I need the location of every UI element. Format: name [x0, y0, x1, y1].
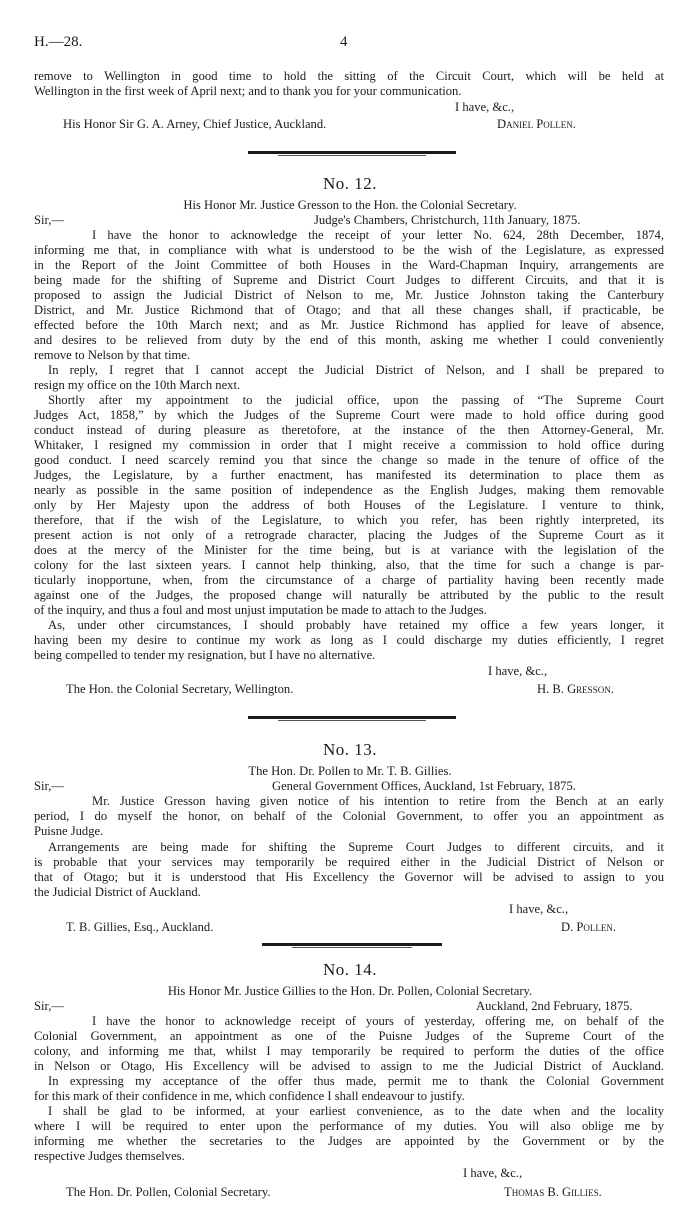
- addressee: The Hon. Dr. Pollen, Colonial Secretary.: [66, 1185, 271, 1199]
- body-line: present action is not only of a retrograde character, placing the Judges of the Supreme Court as it: [34, 528, 664, 542]
- body-line: and desires to be relieved from duty by the end of this month, asking me whether I could conveniently: [34, 333, 664, 347]
- body-line: In expressing my acceptance of the offer thus made, permit me to thank the Colonial Government: [48, 1074, 664, 1088]
- body-line: good conduct. I need scarcely remind you that since the change so made in the tenure of office of the: [34, 453, 664, 467]
- body-line: Shortly after my appointment to the judicial office, upon the passing of “The Supreme Court: [48, 393, 664, 407]
- body-line: remove to Wellington in good time to hold the sitting of the Circuit Court, which will be held at: [34, 69, 664, 83]
- document-reference: H.—28.: [34, 34, 83, 50]
- body-line: Colonial Government, an appointment as one of the Puisne Judges of the Supreme Court of the: [34, 1029, 664, 1043]
- closing: I have, &c.,: [488, 664, 548, 678]
- body-line: conduct instead of during pleasure as theretofore, at the instance of the then Attorney-General, Mr.: [34, 423, 664, 437]
- body-line: proposed to assign the Judicial District of Nelson to me, Mr. Justice Johnston taking the Canterbury: [34, 288, 664, 302]
- closing: I have, &c.,: [455, 100, 515, 114]
- body-line: ticularly inopportune, when, from the circumstance of a charge of partiality having been recently made: [34, 573, 664, 587]
- body-line: As, under other circumstances, I should probably have retained my office a few years longer, it: [48, 618, 664, 632]
- body-line: in the Report of the Joint Committee of both Houses in the Ward-Chapman Inquiry, arrangements are: [34, 258, 664, 272]
- body-line: informing me whether the secretaries to the Judges are appointed by the Government or by the: [34, 1134, 664, 1148]
- body-line: of the inquiry, and thus a foul and most unjust imputation be made to attach to the Judges.: [34, 603, 487, 617]
- body-line: effected before the 10th March next; and as Mr. Justice Richmond has applied for leave of absence,: [34, 318, 664, 332]
- body-line: I have the honor to acknowledge the receipt of your letter No. 624, 28th December, 1874,: [92, 228, 664, 242]
- body-line: the Judicial District of Auckland.: [34, 885, 201, 899]
- place-date: Judge's Chambers, Christchurch, 11th January, 1875.: [314, 213, 581, 227]
- body-line: Arrangements are being made for shifting the Supreme Court Judges to different circuits, and it: [48, 840, 664, 854]
- body-line: colony, and informing me that, whilst I may temporarily be required to perform the duties of the office: [34, 1044, 664, 1058]
- letter-number: No. 14.: [322, 960, 378, 979]
- body-line: for this mark of their confidence in me, which confidence I shall endeavour to justify.: [34, 1089, 465, 1103]
- body-line: period, I do myself the honor, on behalf of the Colonial Government, to offer you an appointment as: [34, 809, 664, 823]
- body-line: respective Judges themselves.: [34, 1149, 185, 1163]
- letter-number: No. 12.: [322, 174, 378, 193]
- body-line: colony for the last sixteen years. I cannot help thinking, also, that the time for such a change is par-: [34, 558, 664, 572]
- body-line: is probable that your services may temporarily be required either in the Judicial District of Nelson or: [34, 855, 664, 869]
- body-line: Whitaker, I resigned my commission in order that I might receive a commission to hold office during: [34, 438, 664, 452]
- signature: Daniel Pollen.: [497, 117, 576, 131]
- body-line: Judges, the Legislature, by a further enactment, has manifested its determination to place them as: [34, 468, 664, 482]
- body-line: does at the mercy of the Minister for the time being, but is at variance with the legislation of the: [34, 543, 664, 557]
- letter-heading: His Honor Mr. Justice Gresson to the Hon. the Colonial Secretary.: [183, 198, 517, 212]
- section-divider: [248, 716, 456, 719]
- body-line: Judges Act, 1858,” by which the Judges of the Supreme Court were made to hold office during good: [34, 408, 664, 422]
- signature: D. Pollen.: [561, 920, 617, 934]
- body-line: having been my desire to continue my work as long as I could discharge my duties efficiently, I regret: [34, 633, 664, 647]
- body-line: against one of the Judges, the proposed change will naturally be attributed by the public to the result: [34, 588, 664, 602]
- body-line: remove to Nelson by that time.: [34, 348, 190, 362]
- place-date: General Government Offices, Auckland, 1st February, 1875.: [272, 779, 576, 793]
- body-line: therefore, that if the wish of the Legislature, to which you refer, has been rightly interpreted, its: [34, 513, 664, 527]
- place-date: Auckland, 2nd February, 1875.: [476, 999, 633, 1013]
- body-line: nearly as possible in the same position of independence as the English Judges, making them removable: [34, 483, 664, 497]
- signature: Thomas B. Gillies.: [504, 1185, 602, 1199]
- body-line: informing me that, in compliance with what is understood to be the wish of the Legislature, as expressed: [34, 243, 664, 257]
- body-line: I have the honor to acknowledge receipt of yours of yesterday, offering me, on behalf of the: [92, 1014, 664, 1028]
- letter-number: No. 13.: [322, 740, 378, 759]
- salutation: Sir,—: [34, 999, 64, 1013]
- letter-heading: His Honor Mr. Justice Gillies to the Hon. Dr. Pollen, Colonial Secretary.: [167, 984, 533, 998]
- addressee: The Hon. the Colonial Secretary, Wellington.: [66, 682, 294, 696]
- body-line: being made for the shifting of Supreme and District Court Judges to different Circuits, and that it is: [34, 273, 664, 287]
- page-number: 4: [340, 34, 348, 50]
- body-line: Puisne Judge.: [34, 824, 104, 838]
- salutation: Sir,—: [34, 213, 64, 227]
- body-line: only by Her Majesty upon the address of both Houses of the Legislature. I venture to think,: [34, 498, 664, 512]
- section-divider: [262, 943, 442, 946]
- body-line: I shall be glad to be informed, at your earliest convenience, as to the date when and the locality: [48, 1104, 664, 1118]
- addressee: T. B. Gillies, Esq., Auckland.: [66, 920, 214, 934]
- body-line: in Nelson or Otago, His Excellency will be advised to assign to me the Judicial District of Auckland.: [34, 1059, 664, 1073]
- salutation: Sir,—: [34, 779, 64, 793]
- body-line: In reply, I regret that I cannot accept the Judicial District of Nelson, and I shall be prepared to: [48, 363, 664, 377]
- body-line: Mr. Justice Gresson having given notice of his intention to retire from the Bench at an early: [92, 794, 664, 808]
- closing: I have, &c.,: [463, 1166, 523, 1180]
- body-line: District, and Mr. Justice Richmond that of Otago; and that all these changes shall, if practicable, be: [34, 303, 664, 317]
- body-line: being compelled to tender my resignation, but I have no alternative.: [34, 648, 376, 662]
- body-line: resign my office on the 10th March next.: [34, 378, 241, 392]
- section-divider: [248, 151, 456, 154]
- closing: I have, &c.,: [509, 902, 569, 916]
- signature: H. B. Gresson.: [537, 682, 614, 696]
- addressee: His Honor Sir G. A. Arney, Chief Justice, Auckland.: [63, 117, 327, 131]
- body-line: where I will be required to enter upon the performance of my duties. You will also oblige me by: [34, 1119, 664, 1133]
- body-line: that of Otago; but it is understood that His Excellency the Governor will be advised to assign to you: [34, 870, 664, 884]
- body-line: Wellington in the first week of April next; and to thank you for your communication.: [34, 84, 462, 98]
- letter-heading: The Hon. Dr. Pollen to Mr. T. B. Gillies.: [248, 764, 452, 778]
